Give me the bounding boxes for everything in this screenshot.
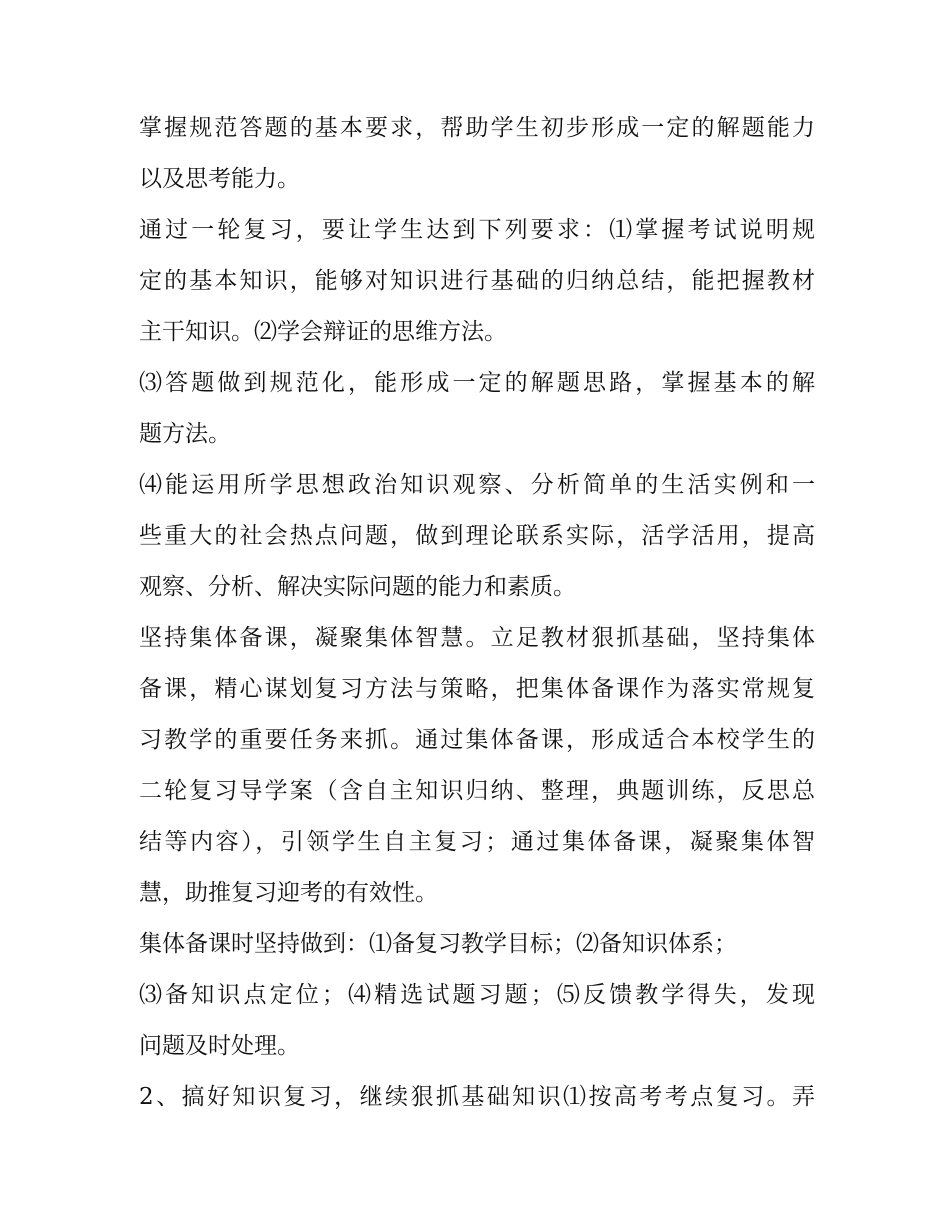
text-line-1: 掌握规范答题的基本要求，帮助学生初步形成一定的解题能力 [139,115,815,141]
text-line-11: 坚持集体备课，凝聚集体智慧。立足教材狠抓基础，坚持集体 [139,625,815,651]
text-line-12: 备课，精心谋划复习方法与策略，把集体备课作为落实常规复 [139,676,815,702]
text-line-9: 些重大的社会热点问题，做到理论联系实际，活学活用，提高 [139,523,815,549]
text-line-6: ⑶答题做到规范化，能形成一定的解题思路，掌握基本的解 [139,370,815,396]
text-line-17: 集体备课时坚持做到：⑴备复习教学目标；⑵备知识体系； [139,931,737,957]
text-line-14: 二轮复习导学案（含自主知识归纳、整理，典题训练，反思总 [139,778,815,804]
text-line-2: 以及思考能力。 [139,166,300,192]
text-line-16: 慧，助推复习迎考的有效性。 [139,880,438,906]
text-line-19: 问题及时处理。 [139,1033,300,1059]
document-body [139,103,815,1123]
text-line-8: ⑷能运用所学思想政治知识观察、分析简单的生活实例和一 [139,472,815,498]
text-line-5: 主干知识。⑵学会辩证的思维方法。 [139,319,507,345]
text-line-18: ⑶备知识点定位；⑷精选试题习题；⑸反馈教学得失，发现 [139,982,815,1008]
text-line-3: 通过一轮复习，要让学生达到下列要求：⑴掌握考试说明规 [139,217,815,243]
text-line-7: 题方法。 [139,421,231,447]
text-line-4: 定的基本知识，能够对知识进行基础的归纳总结，能把握教材 [139,268,815,294]
text-line-13: 习教学的重要任务来抓。通过集体备课，形成适合本校学生的 [139,727,815,753]
text-line-20: 2、搞好知识复习，继续狠抓基础知识⑴按高考考点复习。弄 [139,1084,815,1110]
text-line-15: 结等内容），引领学生自主复习；通过集体备课，凝聚集体智 [139,829,815,855]
text-line-10: 观察、分析、解决实际问题的能力和素质。 [139,574,576,600]
